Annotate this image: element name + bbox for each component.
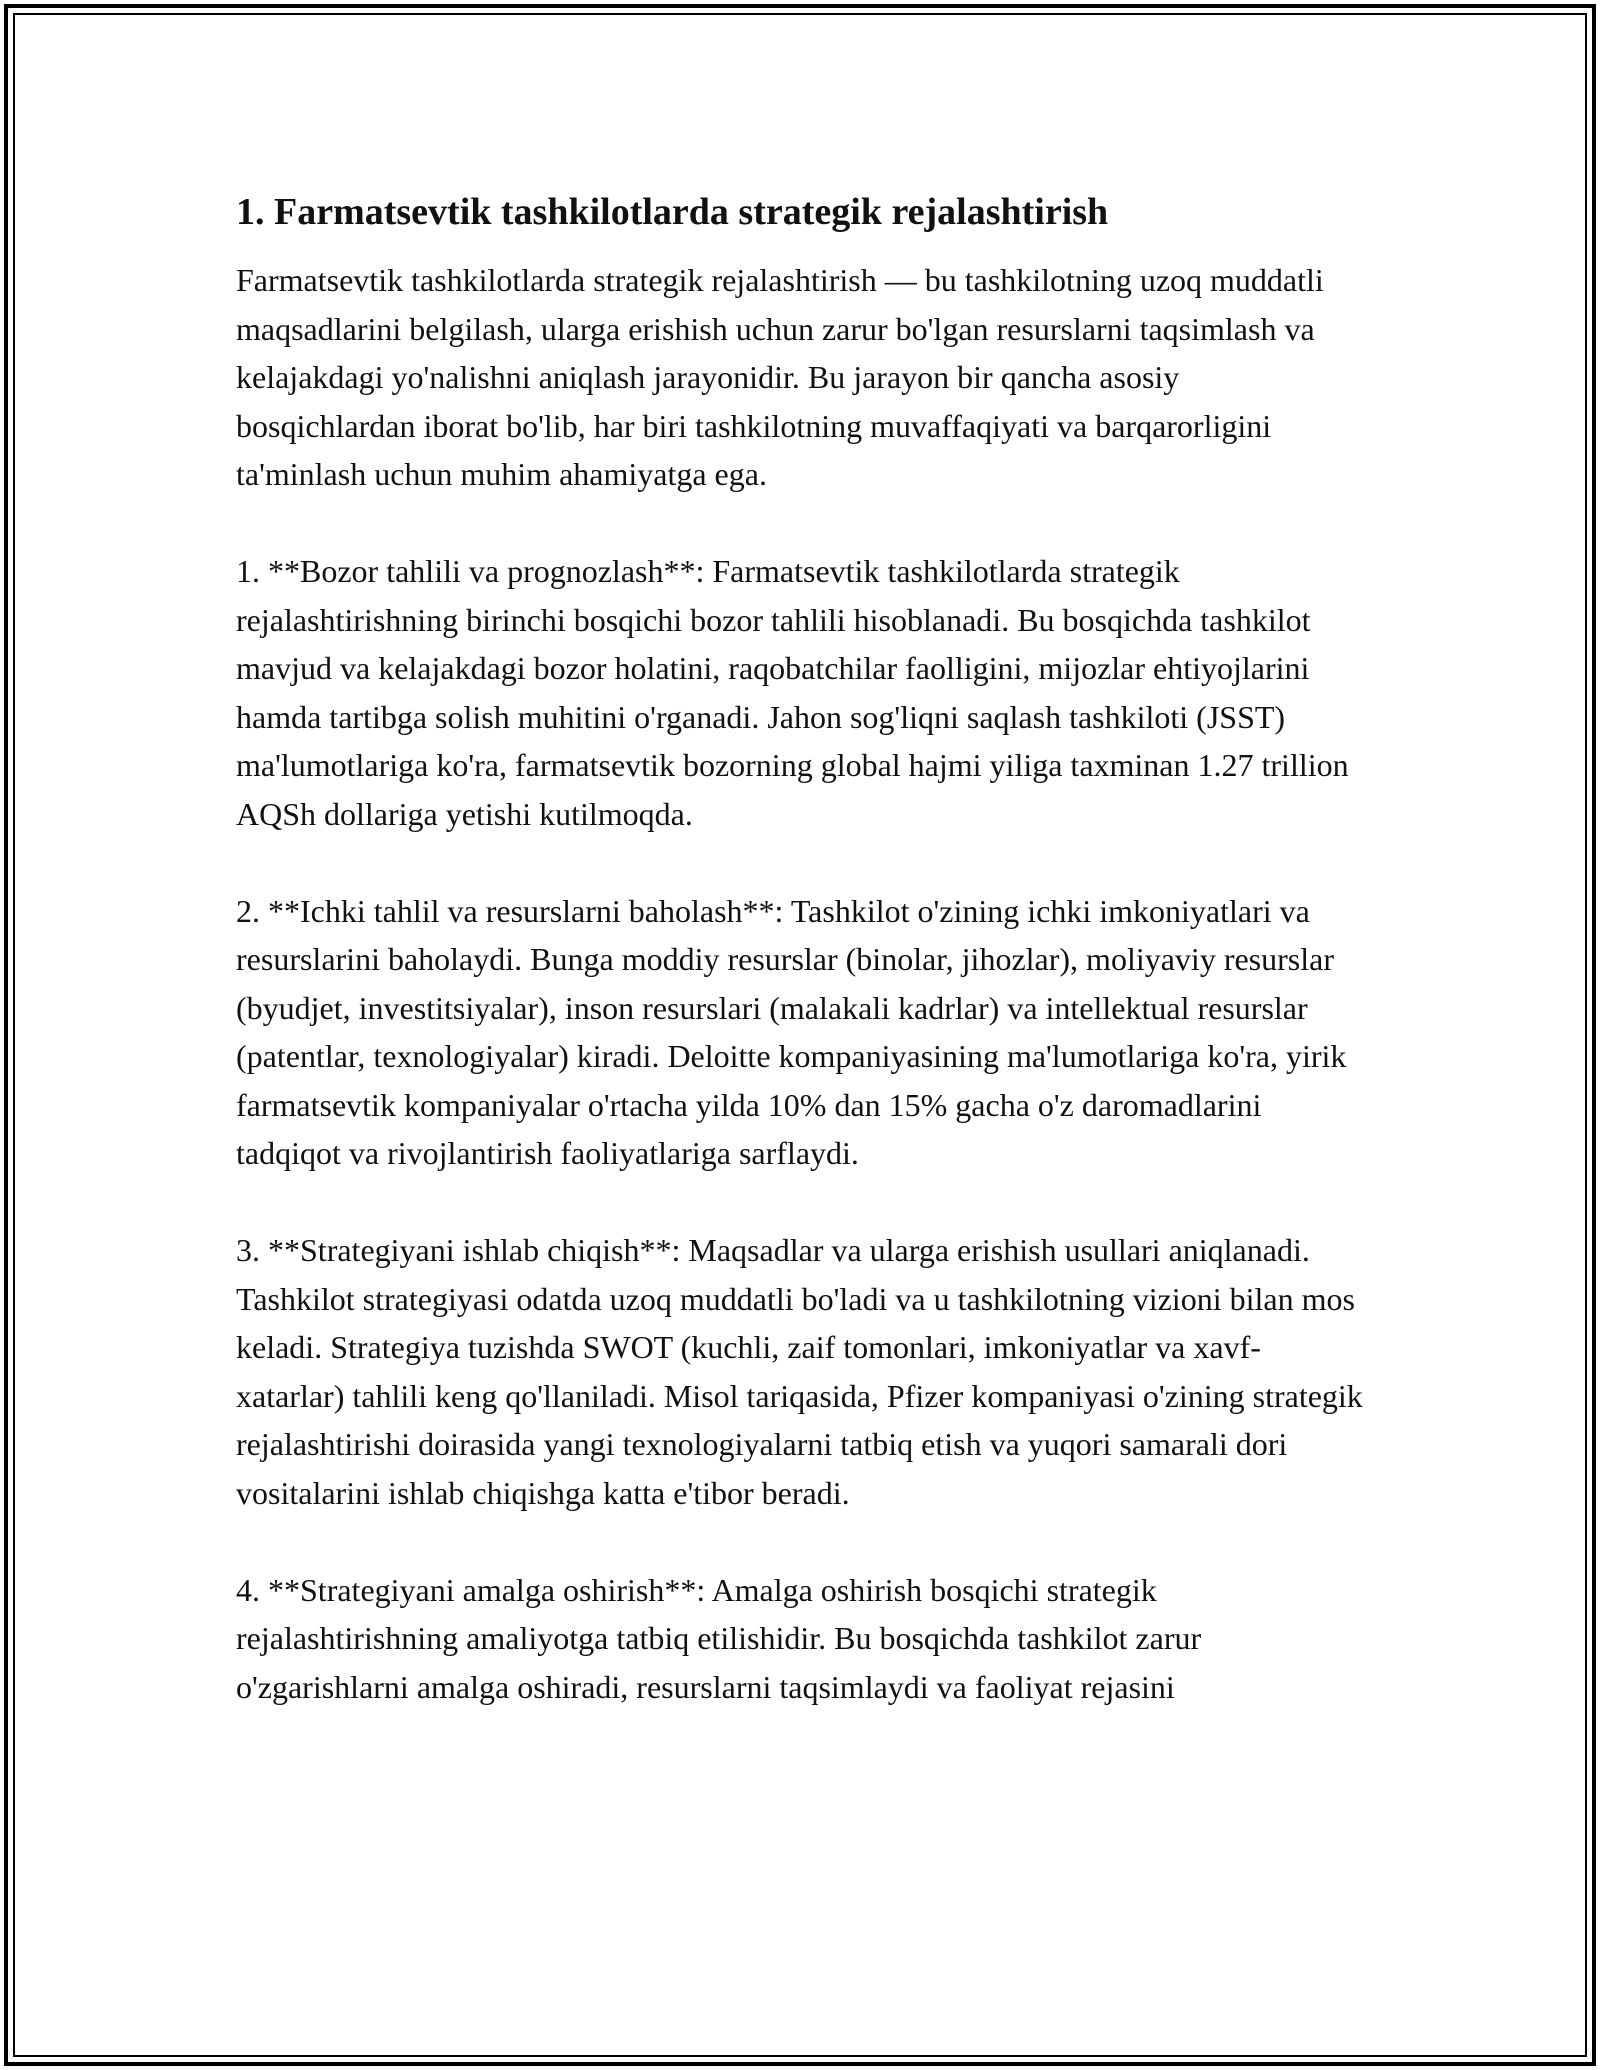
paragraph-strategy-implementation: 4. **Strategiyani amalga oshirish**: Amalga oshirish bosqichi strategik rejalashtirishning amaliyotga tatbiq etilishidir. Bu bosqichda tashkilot zarur o'zgarishlarni amalga oshiradi, resurslarni taqsimlaydi va faoliyat rejasini xyxy=(236,1571,1202,1705)
document-title: 1. Farmatsevtik tashkilotlarda strategik rejalashtirish xyxy=(236,191,1109,233)
paragraph-market-analysis: 1. **Bozor tahlili va prognozlash**: Farmatsevtik tashkilotlarda strategik rejalashtirishning birinchi bosqichi bozor tahlili hisoblanadi. Bu bosqichda tashkilot mavjud va kelajakdagi bozor holatini, raqobatchilar faolligini, mijozlar ehtiyojlarini hamda tartibga solish muhitini o'rganadi. Jahon sog'liqni saqlash tashkiloti (JSST) ma'lumotlariga ko'ra, farmatsevtik bozorning global hajmi yiliga taxminan 1.27 trillion AQSh dollariga yetishi kutilmoqda. xyxy=(236,553,1349,832)
paragraph-strategy-development: 3. **Strategiyani ishlab chiqish**: Maqsadlar va ularga erishish usullari aniqlanadi. Tashkilot strategiyasi odatda uzoq muddatli bo'ladi va u tashkilotning vizioni bilan mos keladi. Strategiya tuzishda SWOT (kuchli, zaif tomonlari, imkoniyatlar va xavf-xatarlar) tahlili keng qo'llaniladi. Misol tariqasida, Pfizer kompaniyasi o'zining strategik rejalashtirishi doirasida yangi texnologiyalarni tatbiq etish va yuqori samarali dori vositalarini ishlab chiqishga katta e'tibor beradi. xyxy=(236,1232,1363,1511)
document-body xyxy=(236,186,1366,1711)
intro-paragraph: Farmatsevtik tashkilotlarda strategik rejalashtirish — bu tashkilotning uzoq muddatli maqsadlarini belgilash, ularga erishish uchun zarur bo'lgan resurslarni taqsimlash va kelajakdagi yo'nalishni aniqlash jarayonidir. Bu jarayon bir qancha asosiy bosqichlardan iborat bo'lib, har biri tashkilotning muvaffaqiyati va barqarorligini ta'minlash uchun muhim ahamiyatga ega. xyxy=(236,262,1324,492)
paragraph-internal-analysis: 2. **Ichki tahlil va resurslarni baholash**: Tashkilot o'zining ichki imkoniyatlari va resurslarini baholaydi. Bunga moddiy resurslar (binolar, jihozlar), moliyaviy resurslar (byudjet, investitsiyalar), inson resurslari (malakali kadrlar) va intellektual resurslar (patentlar, texnologiyalar) kiradi. Deloitte kompaniyasining ma'lumotlariga ko'ra, yirik farmatsevtik kompaniyalar o'rtacha yilda 10% dan 15% gacha o'z daromadlarini tadqiqot va rivojlantirish faoliyatlariga sarflaydi. xyxy=(236,892,1347,1171)
